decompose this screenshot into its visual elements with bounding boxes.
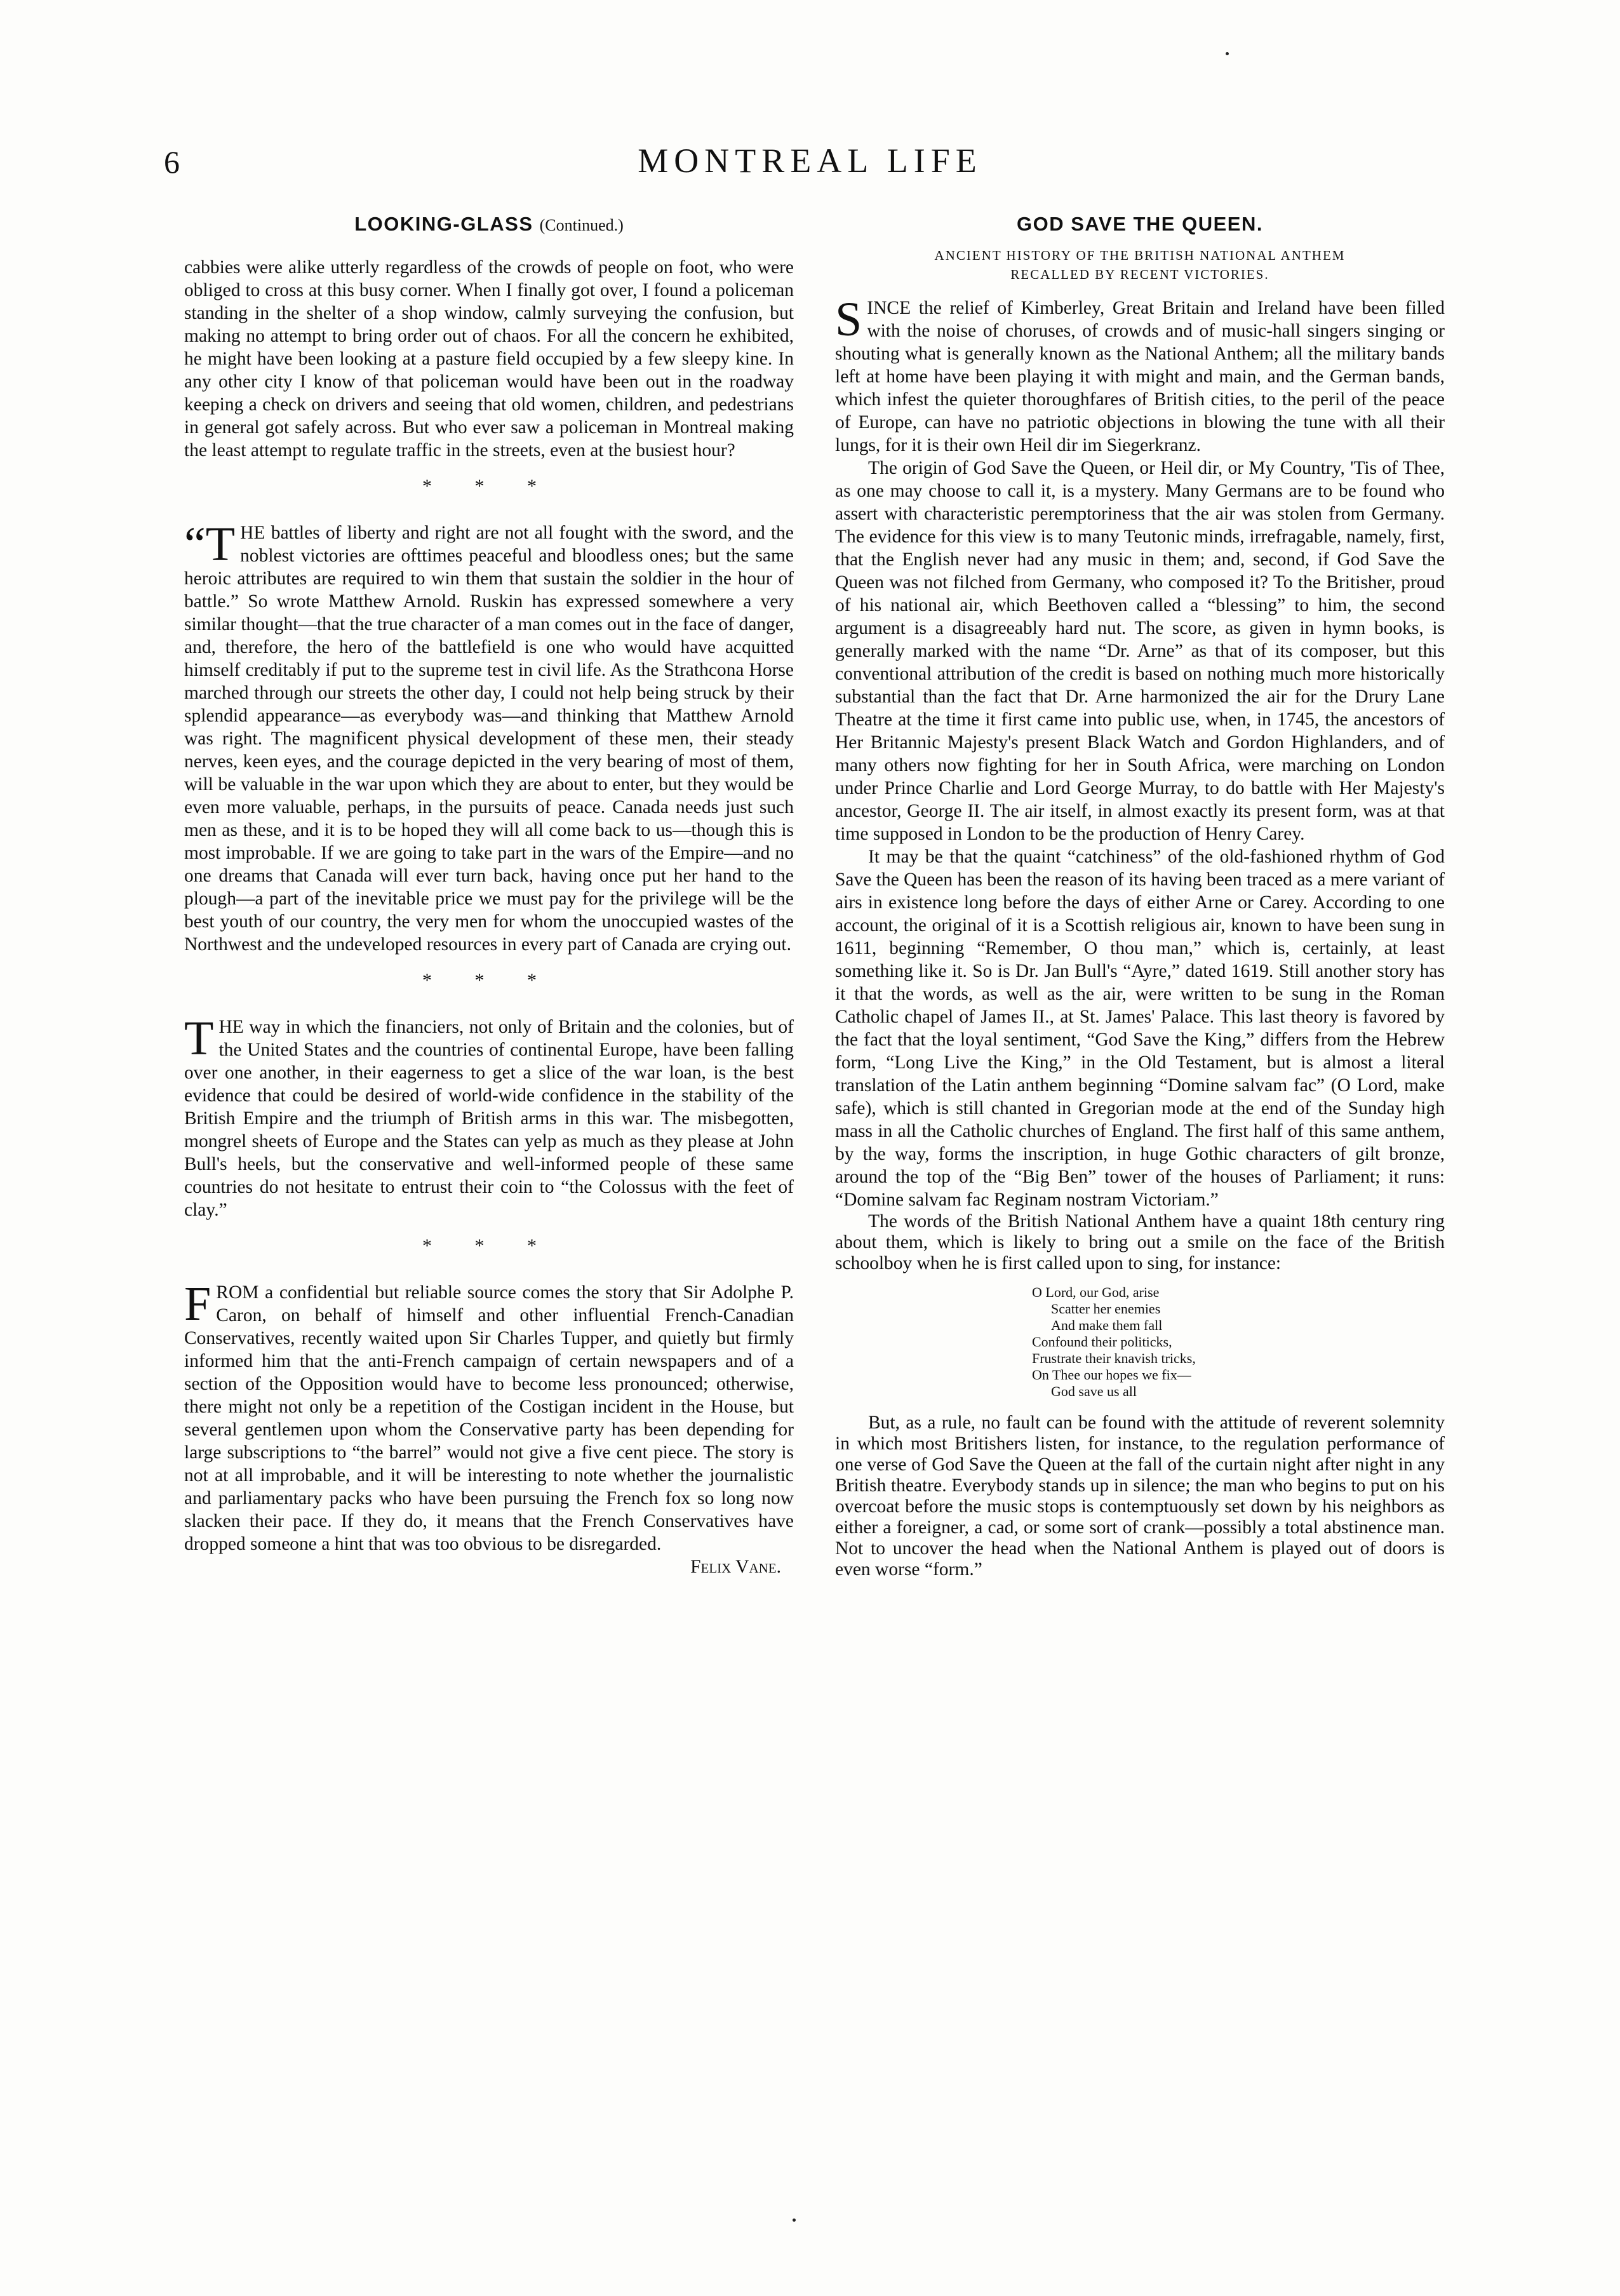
- print-speck-top: [1226, 52, 1229, 55]
- article-paragraph: It may be that the quaint “catchiness” of the old-fashioned rhythm of God Save the Queen has been the reason of its having been traced as a mere variant of airs in existence long before the days of either Arne or Carey. According to one account, the original of it is a Scottish religious air, known to have been sung in 1611, beginning “Remember, O thou man,” which is, certainly, at least something like it. So is Dr. Jan Bull's “Ayre,” dated 1619. Still another story has it that the words, as well as the air, were written to be sung in the Roman Catholic chapel of James II., at St. James' Palace. This last theory is favored by the fact that the loyal sentiment, “God Save the King,” differs from the Hebrew form, “Long Live the King,” in the Old Testament, but is almost a literal translation of the Latin anthem beginning “Domine salvam fac” (O Lord, make safe), which is still chanted in Gregorian mode at the end of the Sunday high mass in all the Catholic churches of England. The first half of this same anthem, by the way, forms the inscription, in huge Gothic characters of gilt bronze, around the top of the “Big Ben” tower of the houses of Parliament; it runs: “Domine salvam fac Reginam nostram Victoriam.”: [835, 847, 1445, 1210]
- anthem-verse: [835, 1284, 1445, 1400]
- verse-line: On Thee our hopes we fix—: [1032, 1367, 1191, 1383]
- open-quote: “: [184, 518, 206, 571]
- section-divider: * * *: [422, 1235, 556, 1256]
- drop-cap-letter: T: [205, 518, 236, 571]
- drop-cap: T: [184, 1012, 214, 1065]
- article-paragraph: [184, 1012, 794, 1221]
- verse-line: O Lord, our God, arise: [1032, 1284, 1160, 1300]
- paragraph-text: INCE the relief of Kimberley, Great Britain and Ireland have been filled with the noise of choruses, of crowds and of music-hall singers singing or shouting what is generally known as the National Anthem; all the military bands left at home have been playing it with might and main, and the German bands, which infest the quieter thoroughfares of British cities, to the peril of the peace of Europe, can have no patriotic objections in blowing the tune with all their lungs, for it is their own Heil dir im Siegerkranz.: [835, 298, 1445, 455]
- drop-cap: S: [835, 293, 862, 346]
- right-column: [835, 213, 1445, 1580]
- verse-line: Frustrate their knavish tricks,: [1032, 1350, 1196, 1366]
- paragraph-text: ROM a confidential but reliable source comes the story that Sir Adolphe P. Caron, on behalf of himself and other influential French-Canadian Conservatives, recently waited upon Sir Charles Tupper, and quietly but firmly informed him that the anti-French campaign of certain newspapers and of a section of the Opposition would have to become less pronounced; otherwise, there might not only be a repetition of the Costigan incident in the House, but several gentlemen upon whom the Conservative party has been depending for large subscriptions to “the barrel” would not give a five cent piece. The story is not at all improbable, and it will be interesting to note whether the journalistic and parliamentary packs who have been pursuing the French fox so long now slacken their pace. If they do, it means that the French Conservatives have dropped someone a hint that was too obvious to be disregarded.: [184, 1282, 794, 1554]
- article-paragraph: But, as a rule, no fault can be found with the attitude of reverent solemnity in which most Britishers listen, for instance, to the regulation performance of one verse of God Save the Queen at the fall of the curtain night after night in any British theatre. Everybody stands up in silence; the man who begins to put on his overcoat before the music stops is contemptuously set down by his neighbors as either a foreigner, a cad, or some sort of crank—possibly a total abstinence man. Not to uncover the head when the National Anthem is played out of doors is even worse “form.”: [835, 1413, 1445, 1580]
- paragraph-text: HE way in which the financiers, not only of Britain and the colonies, but of the United States and the countries of continental Europe, have been falling over one another, in their eagerness to get a slice of the war loan, is the best evidence that could be desired of world-wide confidence in the stability of the British Empire and the triumph of British arms in this war. The misbegotten, mongrel sheets of Europe and the States can yelp as much as they please at John Bull's heels, but the conservative and well-informed people of these same countries do not hesitate to entrust their coin to “the Colossus with the feet of clay.”: [184, 1017, 794, 1220]
- heading-title: LOOKING-GLASS: [354, 213, 533, 235]
- verse-line: Scatter her enemies: [1051, 1301, 1161, 1317]
- left-column-heading: [184, 213, 794, 237]
- paragraph-text: HE battles of liberty and right are not all fought with the sword, and the noblest victories are ofttimes peaceful and bloodless ones; but the same heroic attributes are required to win them that sustain the soldier in the hour of battle.” So wrote Matthew Arnold. Ruskin has expressed somewhere a very similar thought—that the true character of a man comes out in the face of danger, and, therefore, the hero of the battlefield is one who would have acquitted himself creditably if put to the supreme test in civil life. As the Strathcona Horse marched through our streets the other day, I could not help being struck by their splendid appearance—as everybody was—and thinking that Matthew Arnold was right. The magnificent physical development of these men, their steady nerves, keen eyes, and the courage depicted in the very bearing of most of them, will be valuable in the war upon which they are about to enter, but they would be even more valuable, perhaps, in the pursuits of peace. Canada needs just such men as these, and it is to be hoped they will all come back to us—though this is most improbable. If we are going to take part in the wars of the Empire—and no one dreams that Canada will ever turn back, having once put her hand to the plough—a part of the inevitable price we must pay for the privilege will be the best youth of our country, the very men for whom the unoccupied wastes of the Northwest and the undeveloped resources in every part of Canada are crying out.: [184, 523, 794, 955]
- right-column-heading: GOD SAVE THE QUEEN.: [1017, 213, 1263, 235]
- author-signature: Felix Vane.: [690, 1557, 781, 1577]
- page-number: 6: [164, 144, 181, 180]
- masthead: MONTREAL LIFE: [638, 142, 982, 180]
- article-paragraph: [184, 1277, 794, 1555]
- article-paragraph: [835, 293, 1445, 457]
- subheading-line: ANCIENT HISTORY OF THE BRITISH NATIONAL ANTHEM: [934, 248, 1346, 263]
- article-paragraph: The origin of God Save the Queen, or Heil dir, or My Country, 'Tis of Thee, as one may choose to call it, is a mystery. Many Germans are to be found who assert with characteristic peremptoriness that the air was stolen from Germany. The evidence for this view is to many Teutonic minds, irrefragable, namely, first, that the English never had any music in them; and, second, if God Save the Queen was not filched from Germany, who composed it? To the Britisher, proud of his national air, which Beethoven called a “blessing” to him, the second argument is a disagreeably hard nut. The score, as given in hymn books, is generally marked with the name “Dr. Arne” as that of its composer, but this conventional attribution of the credit is based on nothing much more historically substantial than the fact that Dr. Arne harmonized the air for the Drury Lane Theatre at the time it first came into public use, when, in 1745, the ancestors of Her Britannic Majesty's present Black Watch and Gordon Highlanders, and of many others now fighting for her in South Africa, were marching on London under Prince Charlie and Lord George Murray, to do battle with Her Majesty's ancestor, George II. The air itself, in almost exactly its present form, was at that time supposed in London to be the production of Henry Carey.: [835, 458, 1445, 844]
- section-divider: * * *: [422, 476, 556, 497]
- heading-continued: (Continued.): [539, 216, 624, 234]
- article-subheading: [835, 246, 1445, 284]
- section-divider: * * *: [422, 970, 556, 991]
- verse-line: God save us all: [1051, 1383, 1137, 1399]
- verse-line: And make them fall: [1051, 1317, 1163, 1333]
- drop-cap: F: [184, 1277, 211, 1331]
- article-paragraph: The words of the British National Anthem have a quaint 18th century ring about them, which is likely to bring out a smile on the face of the British schoolboy when he is first called upon to sing, for instance:: [835, 1211, 1445, 1273]
- verse-line: Confound their politicks,: [1032, 1334, 1172, 1350]
- left-column: [184, 213, 794, 1578]
- drop-cap: [184, 518, 236, 571]
- print-speck-bottom: [793, 2219, 796, 2222]
- subheading-line: RECALLED BY RECENT VICTORIES.: [1010, 267, 1269, 282]
- article-paragraph: [184, 518, 794, 956]
- article-paragraph: cabbies were alike utterly regardless of the crowds of people on foot, who were obliged to cross at this busy corner. When I finally got over, I found a policeman standing in the shelter of a shop window, calmly surveying the confusion, but making no attempt to bring order out of chaos. For all the concern he exhibited, he might have been looking at a pasture field occupied by a few sleepy kine. In any other city I know of that policeman would have been out in the roadway keeping a check on drivers and seeing that old women, children, and pedestrians in general got safely across. But who ever saw a policeman in Montreal making the least attempt to regulate traffic in the streets, even at the busiest hour?: [184, 257, 794, 460]
